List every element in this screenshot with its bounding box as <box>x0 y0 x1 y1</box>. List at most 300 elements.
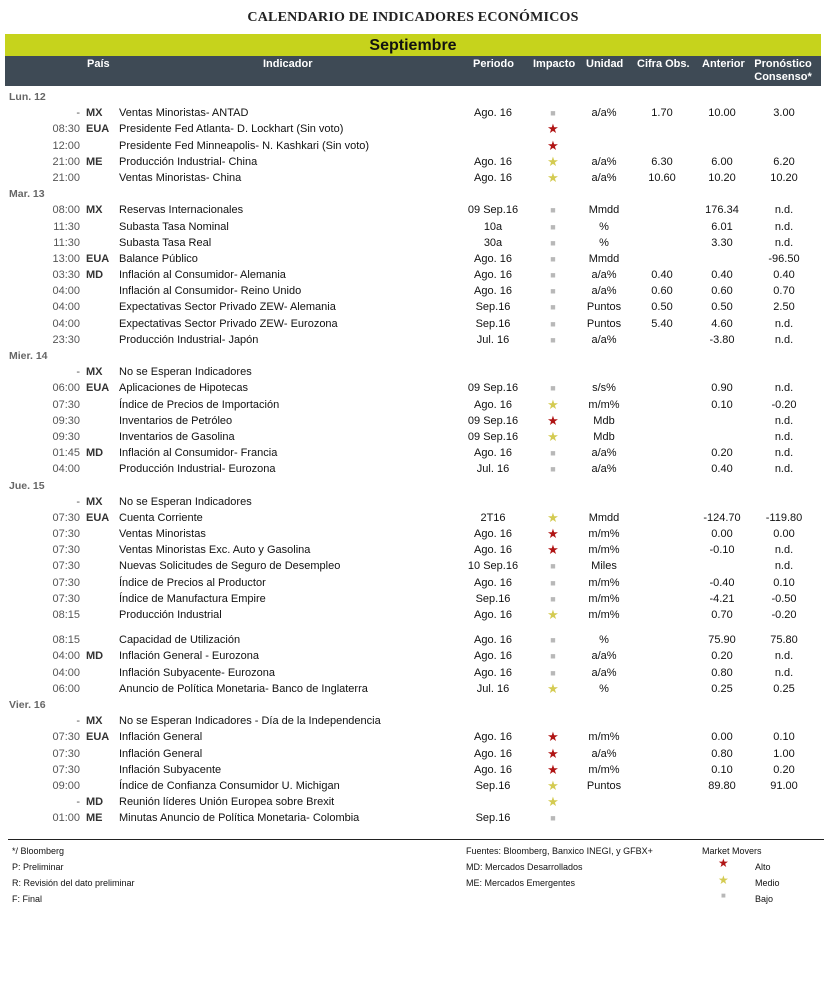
unit-cell: % <box>599 682 609 695</box>
forecast-cell: n.d. <box>774 333 794 346</box>
time-cell: 04:00 <box>52 317 80 330</box>
time-cell: 21:00 <box>52 171 80 184</box>
previous-cell: 0.70 <box>711 609 733 621</box>
previous-cell: 0.80 <box>711 666 733 679</box>
unit-cell: % <box>599 634 609 647</box>
forecast-cell: 91.00 <box>770 779 798 792</box>
previous-cell: 3.30 <box>711 236 733 249</box>
forecast-cell: 0.20 <box>773 763 795 776</box>
day-label: Lun. 12 <box>9 91 46 103</box>
unit-cell: % <box>599 220 609 233</box>
impact-cell <box>542 219 564 235</box>
impact-cell <box>542 170 564 187</box>
time-cell: 01:45 <box>52 447 80 460</box>
square-icon: ■ <box>550 108 556 119</box>
square-icon: ■ <box>550 651 556 662</box>
table-row <box>0 235 826 251</box>
star-icon: ★ <box>547 745 559 761</box>
time-cell: 07:30 <box>52 747 80 760</box>
previous-cell: 89.80 <box>708 779 736 792</box>
unit-cell: m/m% <box>588 731 620 744</box>
indicator-cell: Presidente Fed Minneapolis- N. Kashkari (Sin voto) <box>119 139 370 152</box>
time-cell: 08:15 <box>52 634 80 647</box>
star-icon: ★ <box>547 509 559 525</box>
unit-cell: m/m% <box>588 528 620 541</box>
impact-cell <box>542 283 564 299</box>
table-row <box>0 461 826 477</box>
note-preliminar: P: Preliminar <box>12 862 64 872</box>
table-row <box>0 445 826 461</box>
period-cell: 09 Sep.16 <box>467 204 519 217</box>
star-icon: ★ <box>547 121 559 137</box>
unit-cell: a/a% <box>591 666 617 679</box>
previous-cell: -4.21 <box>709 592 735 605</box>
star-icon: ★ <box>547 794 559 810</box>
page-title: CALENDARIO DE INDICADORES ECONÓMICOS <box>247 10 579 25</box>
country-cell: EUA <box>86 511 110 524</box>
star-icon: ★ <box>547 396 559 412</box>
indicator-cell: Producción Industrial- China <box>119 155 258 168</box>
time-cell: 03:30 <box>52 269 80 282</box>
impact-cell <box>542 397 564 414</box>
country-cell: EUA <box>86 123 110 136</box>
forecast-cell: -96.50 <box>768 252 800 265</box>
forecast-cell: n.d. <box>774 204 794 217</box>
indicator-cell: Inflación al Consumidor- Reino Unido <box>119 285 302 298</box>
table-row <box>0 762 826 778</box>
forecast-cell: n.d. <box>774 414 794 427</box>
table-row <box>0 283 826 299</box>
table-row <box>0 267 826 283</box>
table-row <box>0 364 826 380</box>
time-cell: 07:30 <box>52 511 80 524</box>
impact-cell <box>542 575 564 591</box>
day-label: Mar. 13 <box>9 188 45 201</box>
period-cell: Ago. 16 <box>474 528 512 541</box>
unit-cell: a/a% <box>591 269 617 282</box>
impact-cell <box>542 413 564 430</box>
time-cell: 04:00 <box>52 463 80 476</box>
unit-cell: Mdb <box>593 414 615 427</box>
period-cell: Ago. 16 <box>474 731 512 744</box>
square-icon: ■ <box>550 635 556 646</box>
indicator-cell: Presidente Fed Atlanta- D. Lockhart (Sin voto) <box>119 123 344 136</box>
header-periodo: Periodo <box>473 58 514 70</box>
indicator-cell: Producción Industrial- Eurozona <box>119 463 276 476</box>
calendar-table <box>0 89 826 826</box>
forecast-cell: 1.00 <box>773 747 795 760</box>
impact-cell <box>542 681 564 698</box>
period-cell: 2T16 <box>480 511 506 524</box>
me-legend: ME: Mercados Emergentes <box>466 878 576 888</box>
table-row <box>0 632 826 648</box>
square-icon: ■ <box>550 205 556 216</box>
square-icon: ■ <box>550 561 556 572</box>
table-row <box>0 729 826 745</box>
table-row <box>0 121 826 137</box>
table-row <box>0 380 826 396</box>
forecast-cell: -0.20 <box>771 398 797 411</box>
previous-cell: 0.10 <box>711 398 733 411</box>
forecast-cell: 3.00 <box>773 107 795 120</box>
day-row <box>0 186 826 202</box>
observed-cell: 1.70 <box>651 107 673 120</box>
table-row <box>0 332 826 348</box>
table-row <box>0 413 826 429</box>
indicator-cell: Inflación al Consumidor- Alemania <box>119 269 286 282</box>
indicator-cell: Nuevas Solicitudes de Seguro de Desempleo <box>119 560 341 573</box>
impact-cell <box>542 607 564 624</box>
previous-cell: 6.01 <box>711 220 733 233</box>
time-cell: - <box>76 366 80 379</box>
forecast-cell: -119.80 <box>765 511 803 524</box>
table-row <box>0 542 826 558</box>
country-cell: ME <box>86 155 103 168</box>
table-row <box>0 607 826 623</box>
impact-cell <box>542 810 564 826</box>
unit-cell: a/a% <box>591 285 617 298</box>
previous-cell: 176.34 <box>705 204 739 217</box>
table-row <box>0 138 826 154</box>
previous-cell: 0.60 <box>711 285 733 298</box>
star-icon: ★ <box>547 680 559 696</box>
md-legend: MD: Mercados Desarrollados <box>466 862 583 872</box>
header-anterior: Anterior <box>702 58 745 70</box>
unit-cell: m/m% <box>588 544 620 557</box>
table-header <box>5 56 821 86</box>
country-cell: MD <box>86 796 104 809</box>
forecast-cell: 75.80 <box>770 634 798 647</box>
market-movers-title: Market Movers <box>702 846 762 856</box>
previous-cell: 0.20 <box>711 447 733 460</box>
unit-cell: a/a% <box>591 650 617 663</box>
table-row <box>0 429 826 445</box>
period-cell: Sep.16 <box>475 592 511 605</box>
unit-cell: m/m% <box>588 763 620 776</box>
indicator-cell: Anuncio de Política Monetaria- Banco de Inglaterra <box>119 682 368 695</box>
header-pronostico: Pronóstico Consenso* <box>754 58 812 83</box>
time-cell: - <box>76 715 80 728</box>
unit-cell: % <box>599 236 609 249</box>
day-row <box>0 478 826 494</box>
forecast-cell: 10.20 <box>770 171 798 184</box>
forecast-cell: n.d. <box>774 544 794 557</box>
forecast-cell: n.d. <box>774 560 794 573</box>
star-icon: ★ <box>547 729 559 745</box>
indicator-cell: Índice de Confianza Consumidor U. Michigan <box>119 779 340 792</box>
country-cell: EUA <box>86 382 110 395</box>
table-row <box>0 202 826 218</box>
period-cell: Sep.16 <box>475 317 511 330</box>
impact-cell <box>542 461 564 477</box>
forecast-cell: 0.70 <box>773 285 795 298</box>
forecast-cell: n.d. <box>774 317 794 330</box>
square-icon: ■ <box>550 270 556 281</box>
star-icon: ★ <box>547 542 559 558</box>
forecast-cell: n.d. <box>774 382 794 395</box>
forecast-cell: 0.40 <box>773 269 795 282</box>
unit-cell: a/a% <box>591 463 617 476</box>
period-cell: Ago. 16 <box>474 576 512 589</box>
forecast-cell: n.d. <box>774 447 794 460</box>
impact-cell <box>542 632 564 648</box>
table-row <box>0 316 826 332</box>
period-cell: Ago. 16 <box>474 252 512 265</box>
period-cell: Ago. 16 <box>474 747 512 760</box>
observed-cell: 5.40 <box>651 317 673 330</box>
indicator-cell: Ventas Minoristas- China <box>119 171 242 184</box>
table-row <box>0 154 826 170</box>
indicator-cell: Subasta Tasa Nominal <box>119 220 229 233</box>
previous-cell: 0.40 <box>711 463 733 476</box>
star-icon: ★ <box>547 412 559 428</box>
indicator-cell: Balance Público <box>119 252 198 265</box>
footer-divider <box>8 839 824 840</box>
indicator-cell: Cuenta Corriente <box>119 511 203 524</box>
unit-cell: a/a% <box>591 333 617 346</box>
previous-cell: 0.80 <box>711 747 733 760</box>
table-row <box>0 558 826 574</box>
period-cell: Jul. 16 <box>476 333 510 346</box>
forecast-cell: 0.10 <box>773 731 795 744</box>
time-cell: 07:30 <box>52 763 80 776</box>
impact-cell <box>542 429 564 446</box>
header-indicador: Indicador <box>263 58 313 70</box>
period-cell: Sep.16 <box>475 779 511 792</box>
period-cell: Ago. 16 <box>474 763 512 776</box>
indicator-cell: Producción Industrial <box>119 609 222 621</box>
period-cell: Ago. 16 <box>474 285 512 298</box>
impact-cell <box>542 235 564 251</box>
indicator-cell: Minutas Anuncio de Política Monetaria- Colombia <box>119 812 360 825</box>
unit-cell: a/a% <box>591 171 617 184</box>
impact-cell <box>542 316 564 332</box>
country-cell: MD <box>86 269 104 282</box>
time-cell: 07:30 <box>52 544 80 557</box>
time-cell: 06:00 <box>52 382 80 395</box>
time-cell: 08:30 <box>52 123 80 136</box>
table-row <box>0 494 826 510</box>
previous-cell: 10.00 <box>708 107 736 120</box>
table-row <box>0 794 826 810</box>
period-cell: 09 Sep.16 <box>467 382 519 395</box>
table-row <box>0 746 826 762</box>
time-cell: 13:00 <box>52 252 80 265</box>
square-icon: ■ <box>550 577 556 588</box>
period-cell: Sep.16 <box>475 301 511 314</box>
indicator-cell: No se Esperan Indicadores <box>119 366 252 379</box>
indicator-cell: No se Esperan Indicadores <box>119 495 252 508</box>
country-cell: MD <box>86 447 104 460</box>
square-icon: ■ <box>550 464 556 475</box>
header-cifra: Cifra Obs. <box>637 58 690 70</box>
star-icon: ★ <box>718 873 729 887</box>
impact-cell <box>542 332 564 348</box>
time-cell: 07:30 <box>52 398 80 411</box>
period-cell: 30a <box>483 236 503 249</box>
unit-cell: m/m% <box>588 592 620 605</box>
table-row <box>0 510 826 526</box>
month-banner: Septiembre <box>5 34 821 56</box>
star-icon: ★ <box>547 169 559 185</box>
square-icon: ■ <box>550 286 556 297</box>
period-cell: 10a <box>483 220 503 233</box>
time-cell: 06:00 <box>52 682 80 695</box>
table-row <box>0 575 826 591</box>
spacer-row <box>0 623 826 632</box>
period-cell: Ago. 16 <box>474 398 512 411</box>
observed-cell: 10.60 <box>648 171 676 184</box>
indicator-cell: Inventarios de Petróleo <box>119 414 233 427</box>
impact-cell <box>542 762 564 779</box>
impact-cell <box>542 202 564 218</box>
table-row <box>0 526 826 542</box>
indicator-cell: Inflación General <box>119 731 203 744</box>
impact-cell <box>542 267 564 283</box>
time-cell: 01:00 <box>52 812 80 825</box>
period-cell: Ago. 16 <box>474 107 512 120</box>
period-cell: 10 Sep.16 <box>467 560 519 573</box>
previous-cell: 0.90 <box>711 382 733 395</box>
time-cell: - <box>76 495 80 508</box>
unit-cell: Mmdd <box>588 511 620 524</box>
indicator-cell: Índice de Precios al Productor <box>119 576 266 589</box>
header-pais: País <box>87 58 110 70</box>
impact-cell <box>542 105 564 121</box>
star-icon: ★ <box>547 607 559 622</box>
impact-cell <box>542 251 564 267</box>
unit-cell: Puntos <box>586 779 622 792</box>
previous-cell: 75.90 <box>708 634 736 647</box>
impact-cell <box>542 542 564 559</box>
previous-cell: 0.00 <box>711 731 733 744</box>
time-cell: 09:30 <box>52 430 80 443</box>
table-row <box>0 219 826 235</box>
period-cell: Ago. 16 <box>474 171 512 184</box>
legend-bajo: Bajo <box>755 894 774 904</box>
period-cell: Sep.16 <box>475 812 511 825</box>
day-label: Vier. 16 <box>9 698 46 711</box>
impact-cell <box>542 154 564 171</box>
period-cell: Ago. 16 <box>474 666 512 679</box>
indicator-cell: Índice de Manufactura Empire <box>119 592 266 605</box>
previous-cell: 0.25 <box>711 682 733 695</box>
table-row <box>0 251 826 267</box>
indicator-cell: Reunión líderes Unión Europea sobre Brexit <box>119 796 335 809</box>
indicator-cell: Inflación General <box>119 747 203 760</box>
square-icon: ■ <box>550 813 556 824</box>
previous-cell: 0.40 <box>711 269 733 282</box>
star-icon: ★ <box>718 856 729 870</box>
period-cell: Ago. 16 <box>474 634 512 647</box>
indicator-cell: Capacidad de Utilización <box>119 634 241 647</box>
unit-cell: m/m% <box>588 609 620 621</box>
time-cell: 12:00 <box>52 139 80 152</box>
impact-cell <box>542 794 564 811</box>
unit-cell: Mdb <box>593 430 615 443</box>
period-cell: Jul. 16 <box>476 463 510 476</box>
period-cell: 09 Sep.16 <box>467 414 519 427</box>
time-cell: 08:15 <box>52 609 80 621</box>
impact-cell <box>542 510 564 527</box>
forecast-cell: 0.00 <box>773 528 795 541</box>
period-cell: Ago. 16 <box>474 609 512 621</box>
square-icon: ■ <box>550 667 556 678</box>
note-final: F: Final <box>12 894 43 904</box>
time-cell: 23:30 <box>52 333 80 346</box>
forecast-cell: 0.10 <box>773 576 795 589</box>
indicator-cell: Inflación Subyacente <box>119 763 222 776</box>
country-cell: ME <box>86 812 103 825</box>
table-row <box>0 591 826 607</box>
impact-cell <box>542 299 564 315</box>
country-cell: MX <box>86 715 103 728</box>
period-cell: 09 Sep.16 <box>467 430 519 443</box>
square-icon: ■ <box>550 302 556 313</box>
time-cell: 09:30 <box>52 414 80 427</box>
period-cell: Ago. 16 <box>474 650 512 663</box>
observed-cell: 6.30 <box>651 155 673 168</box>
time-cell: 11:30 <box>53 236 80 249</box>
indicator-cell: Producción Industrial- Japón <box>119 333 259 346</box>
header-unidad: Unidad <box>586 58 624 70</box>
table-row <box>0 778 826 794</box>
period-cell: Jul. 16 <box>476 682 510 695</box>
indicator-cell: Subasta Tasa Real <box>119 236 212 249</box>
observed-cell: 0.60 <box>651 285 673 298</box>
time-cell: 09:00 <box>52 779 80 792</box>
previous-cell: 0.10 <box>711 763 733 776</box>
star-icon: ★ <box>547 428 559 444</box>
time-cell: 21:00 <box>52 155 80 168</box>
star-icon: ★ <box>547 761 559 777</box>
country-cell: MX <box>86 366 103 379</box>
unit-cell: Mmdd <box>588 252 620 265</box>
indicator-cell: Ventas Minoristas <box>119 528 206 541</box>
forecast-cell: 0.25 <box>773 682 795 695</box>
previous-cell: 4.60 <box>711 317 733 330</box>
square-icon: ■ <box>550 593 556 604</box>
sources-text: Fuentes: Bloomberg, Banxico INEGI, y GFBX+ <box>466 846 653 856</box>
impact-cell <box>542 648 564 664</box>
table-row <box>0 810 826 826</box>
time-cell: 07:30 <box>52 592 80 605</box>
table-row <box>0 713 826 729</box>
table-row <box>0 170 826 186</box>
impact-cell <box>542 558 564 574</box>
time-cell: 04:00 <box>52 285 80 298</box>
time-cell: 07:30 <box>52 560 80 573</box>
unit-cell: a/a% <box>591 107 617 120</box>
square-icon: ■ <box>550 383 556 394</box>
time-cell: 04:00 <box>52 666 80 679</box>
previous-cell: 0.00 <box>711 528 733 541</box>
country-cell: MX <box>86 204 103 217</box>
indicator-cell: Reservas Internacionales <box>119 204 244 217</box>
country-cell: EUA <box>86 731 110 744</box>
forecast-cell: n.d. <box>774 220 794 233</box>
note-bloomberg: */ Bloomberg <box>12 846 65 856</box>
impact-cell <box>542 138 564 155</box>
impact-cell <box>542 729 564 746</box>
indicator-cell: Inventarios de Gasolina <box>119 430 235 443</box>
indicator-cell: Inflación General - Eurozona <box>119 650 260 663</box>
table-row <box>0 397 826 413</box>
impact-cell <box>542 591 564 607</box>
square-icon: ■ <box>550 221 556 232</box>
day-row <box>0 697 826 713</box>
time-cell: 04:00 <box>52 650 80 663</box>
